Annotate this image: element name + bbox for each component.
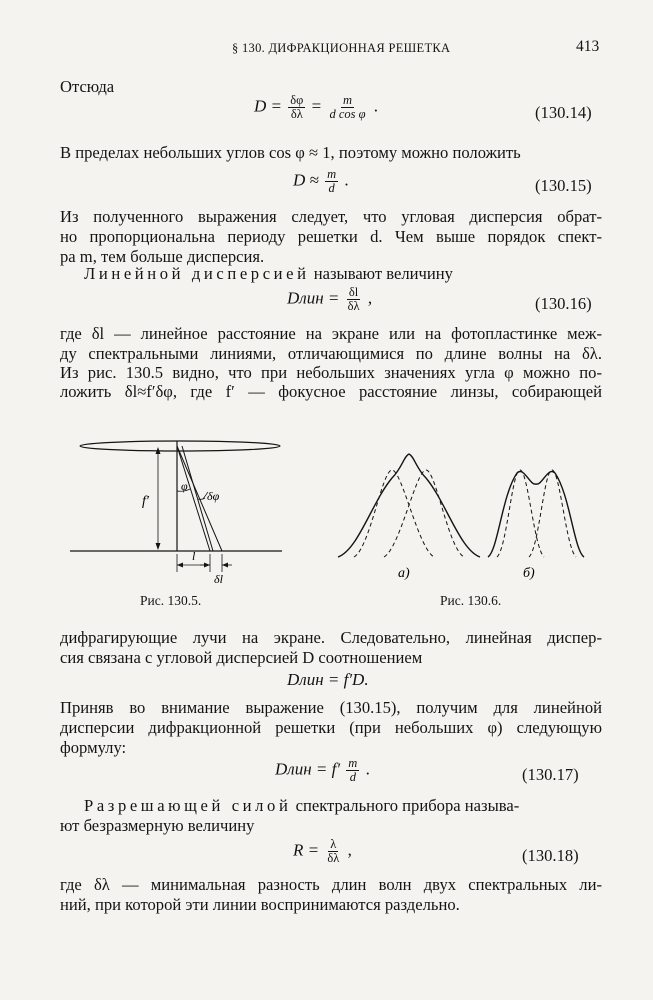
paragraph-formula-line3: формулу: (60, 738, 127, 757)
paragraph-diffract-line2: сия связана с угловой дисперсией D соотношением (60, 648, 423, 667)
term-linear-dispersion: Линейной дисперсией (84, 264, 310, 283)
eq18-frac-den: δλ (327, 851, 340, 865)
label-dphi: δφ (207, 489, 220, 503)
eq17-frac-num: m (348, 756, 358, 770)
lens-shape (80, 441, 280, 451)
label-l: l (192, 549, 196, 563)
eq18-frac-num: λ (330, 837, 337, 851)
figure-130-6 (330, 440, 600, 590)
fig6b-component-1 (497, 470, 544, 557)
label-a: а) (398, 566, 410, 581)
resolving-power-rest: спектрального прибора называ- (295, 796, 520, 815)
eq14-frac2-den: d cos φ (329, 107, 366, 121)
eq17-frac (346, 757, 359, 784)
figure-130-5 (60, 425, 310, 595)
page-number: 413 (576, 38, 600, 55)
equation-130-16 (287, 286, 372, 313)
paragraph-angular-line3: ра m, тем больше дисперсия. (60, 247, 265, 266)
eq15-frac (325, 168, 338, 195)
eq16-frac (346, 286, 362, 313)
equation-number-130-17: (130.17) (522, 765, 579, 784)
paragraph-dl-line3: Из рис. 130.5 видно, что при небольших значениях угла φ можно по- (60, 363, 602, 382)
eq17-frac-den: d (349, 770, 356, 784)
term-resolving-power: Разрешающей силой (84, 796, 292, 815)
dim-l-head-left (177, 563, 183, 568)
equation-130-17 (275, 757, 370, 784)
eq14-frac2 (327, 94, 367, 121)
paragraph-angular-line1: Из полученного выражения следует, что угловая дисперсия обрат- (60, 207, 602, 226)
caption-fig-130-5: Рис. 130.5. (140, 593, 202, 608)
running-title: § 130. ДИФРАКЦИОННАЯ РЕШЕТКА (232, 41, 451, 55)
eq14-frac1-num: δφ (290, 93, 304, 107)
paragraph-small-angles: В пределах небольших углов cos φ ≈ 1, поэтому можно положить (60, 143, 521, 162)
focal-arrow-head-bottom (156, 543, 161, 550)
equation-number-130-14: (130.14) (535, 103, 592, 122)
paragraph-dl-line1: где δl — линейное расстояние на экране или на фотопластинке меж- (60, 324, 602, 343)
dim-dl-head (222, 563, 228, 568)
caption-fig-130-6: Рис. 130.6. (440, 593, 502, 608)
equation-130-15 (293, 168, 349, 195)
paragraph-linear-dispersion (84, 263, 453, 284)
paragraph-otsyuda: Отсюда (60, 77, 115, 96)
paragraph-dl-line2: ду спектральными линиями, отличающимися по длине волны на δλ. (60, 344, 602, 363)
eq16-tail: , (367, 288, 373, 308)
eq15-frac-num: m (327, 167, 337, 181)
label-dl: δl (214, 572, 223, 586)
eq14-frac2-num: m (342, 93, 352, 107)
equation-number-130-18: (130.18) (522, 846, 579, 865)
equation-130-14 (254, 94, 378, 121)
eq16-frac-den: δλ (347, 299, 360, 313)
equation-number-130-16: (130.16) (535, 294, 592, 313)
eq15-lhs: D ≈ (293, 170, 319, 190)
linear-dispersion-rest: называют величину (313, 264, 453, 283)
paragraph-formula-line1: Приняв во внимание выражение (130.15), получим для линейной (60, 698, 602, 717)
paragraph-diffract-line1: дифрагирующие лучи на экране. Следовательно, линейная диспер- (60, 628, 602, 647)
eq14-lhs: D = (254, 96, 282, 116)
eq16-lhs: Dлин = (287, 288, 340, 308)
paragraph-dlambda-line1: где δλ — минимальная разность длин волн двух спектральных ли- (60, 875, 602, 894)
eq15-tail: . (344, 170, 349, 190)
paragraph-dl-line4: ложить δl≈f′δφ, где f′ — фокусное расстояние линзы, собирающей (60, 382, 602, 401)
label-b: б) (523, 566, 535, 581)
eq17-tail: . (365, 759, 370, 779)
label-phi: φ (181, 479, 188, 493)
paragraph-dlambda-line2: ний, при которой эти линии воспринимаются раздельно. (60, 895, 460, 914)
ray-1 (177, 446, 210, 551)
paragraph-angular-line2: но пропорциональна периоду решетки d. Чем выше порядок спект- (60, 227, 602, 246)
label-f-prime: f′ (142, 494, 149, 509)
eq18-frac (325, 838, 341, 865)
equation-130-18 (293, 838, 352, 865)
eq16-frac-num: δl (348, 285, 359, 299)
equation-dlin-fD (287, 670, 369, 690)
paragraph-resolving-power (84, 795, 519, 816)
eq18-lhs: R = (293, 840, 320, 860)
eq17-lhs: Dлин = f′ (275, 759, 341, 779)
eq18-tail: , (347, 840, 352, 860)
paragraph-formula-line2: дисперсии дифракционной решетки (при небольших φ) следующую (60, 718, 602, 737)
eq14-tail: . (373, 96, 379, 116)
eq14-eq: = (311, 96, 322, 116)
page-header (0, 38, 653, 61)
eq14-frac1-den: δλ (290, 107, 303, 121)
eq14-frac1 (288, 94, 305, 121)
eq-mid-text: Dлин = f′D. (287, 670, 369, 689)
eq15-frac-den: d (328, 181, 335, 195)
equation-number-130-15: (130.15) (535, 176, 592, 195)
paragraph-resolving-line2: ют безразмерную величину (60, 816, 255, 835)
